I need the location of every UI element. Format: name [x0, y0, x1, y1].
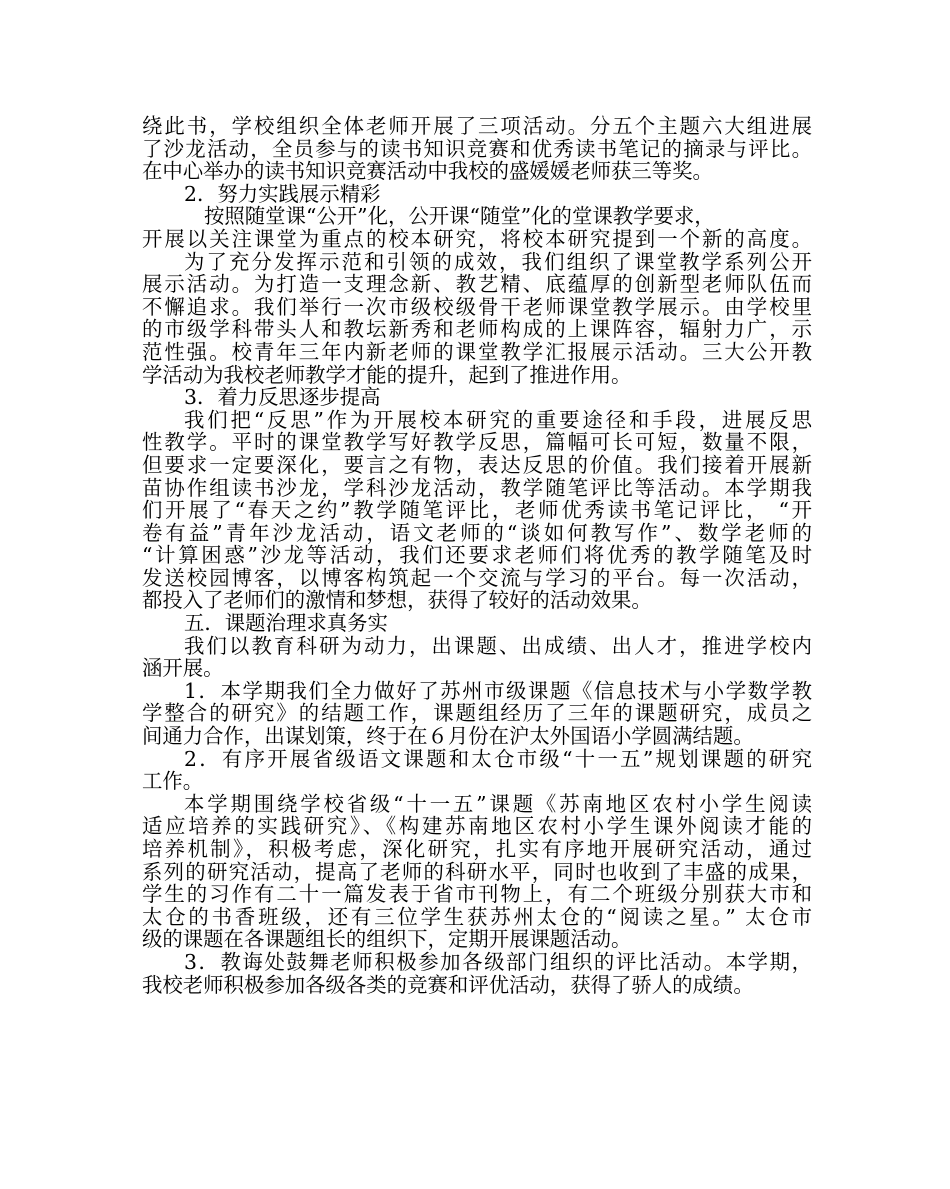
text-line: 系列的研究活动，提高了老师的科研水平，同时也收到了丰盛的成果，	[142, 860, 812, 884]
text-line: 苗协作组读书沙龙，学科沙龙活动，教学随笔评比等活动。本学期我	[142, 476, 812, 500]
text-line: 的市级学科带头人和教坛新秀和老师构成的上课阵容，辐射力广，示	[142, 318, 812, 341]
section-heading: 3．着力反思逐步提高	[184, 386, 381, 409]
text-line: “计算困惑”沙龙等活动，我们还要求老师们将优秀的教学随笔及时	[142, 544, 812, 567]
text-line: 太仓的书香班级，还有三位学生获苏州太仓的“阅读之星。” 太仓市	[142, 905, 812, 929]
text-line: 级的课题在各课题组长的组织下，定期开展课题活动。	[142, 928, 632, 951]
text-line: 2．有序开展省级语文课题和太仓市级“十一五”规划课题的研究	[184, 747, 812, 771]
text-line: 按照随堂课“公开”化，公开课“随堂”化的堂课教学要求，	[204, 205, 715, 228]
section-heading: 五．课题治理求真务实	[184, 612, 388, 635]
text-line: 学整合的研究》的结题工作，课题组经历了三年的课题研究，成员之	[142, 702, 812, 726]
text-line: 学生的习作有二十一篇发表于省市刊物上，有二个班级分别获大市和	[142, 883, 812, 906]
text-line: 为了充分发挥示范和引领的成效，我们组织了课堂教学系列公开	[184, 250, 812, 274]
text-line: 展示活动。为打造一支理念新、教艺精、底蕴厚的创新型老师队伍而	[142, 273, 812, 296]
text-line: 都投入了老师们的激情和梦想，获得了较好的活动效果。	[142, 589, 652, 613]
text-line: 涵开展。	[142, 657, 224, 680]
text-line: 我们以教育科研为动力，出课题、出成绩、出人才，推进学校内	[184, 634, 812, 658]
text-line: 在中心举办的读书知识竞赛活动中我校的盛媛媛老师获三等奖。	[142, 160, 713, 183]
text-line: 工作。	[142, 770, 204, 793]
text-line: 范性强。校青年三年内新老师的课堂教学汇报展示活动。三大公开教	[142, 340, 812, 364]
text-line: 发送校园博客，以博客构筑起一个交流与学习的平台。每一次活动，	[142, 566, 812, 590]
document-page	[142, 115, 812, 996]
text-line: 不懈追求。我们举行一次市级校级骨干老师课堂教学展示。由学校里	[142, 295, 812, 319]
text-line: 本学期围绕学校省级“十一五”课题《苏南地区农村小学生阅读	[184, 792, 812, 816]
text-line: 们开展了“春天之约”教学随笔评比，老师优秀读书笔记评比， “开	[142, 499, 812, 522]
text-line: 间通力合作，出谋划策，终于在６月份在沪太外国语小学圆满结题。	[142, 725, 754, 748]
text-line: 但要求一定要深化，要言之有物，表达反思的价值。我们接着开展新	[142, 453, 812, 477]
text-line: 性教学。平时的课堂教学写好教学反思，篇幅可长可短，数量不限，	[142, 431, 812, 454]
text-line: 适应培养的实践研究》、《构建苏南地区农村小学生课外阅读才能的	[142, 815, 812, 838]
text-line: 开展以关注课堂为重点的校本研究，将校本研究提到一个新的高度。	[142, 227, 812, 251]
text-line: 了沙龙活动，全员参与的读书知识竞赛和优秀读书笔记的摘录与评比。	[142, 137, 812, 161]
text-line: 绕此书，学校组织全体老师开展了三项活动。分五个主题六大组进展	[142, 115, 812, 138]
text-line: 1．本学期我们全力做好了苏州市级课题《信息技术与小学数学教	[184, 679, 812, 703]
section-heading: 2．努力实践展示精彩	[184, 182, 381, 206]
text-line: 学活动为我校老师教学才能的提升，起到了推进作用。	[142, 363, 632, 387]
text-line: 我们把“反思”作为开展校本研究的重要途径和手段，进展反思	[184, 408, 812, 432]
text-line: 培养机制》，积极考虑，深化研究，扎实有序地开展研究活动，通过	[142, 838, 812, 861]
text-line: 3．教诲处鼓舞老师积极参加各级部门组织的评比活动。本学期，	[184, 950, 812, 974]
text-line: 卷有益”青年沙龙活动，语文老师的“谈如何教写作”、数学老师的	[142, 521, 812, 545]
text-line: 我校老师积极参加各级各类的竞赛和评优活动，获得了骄人的成绩。	[142, 973, 754, 997]
